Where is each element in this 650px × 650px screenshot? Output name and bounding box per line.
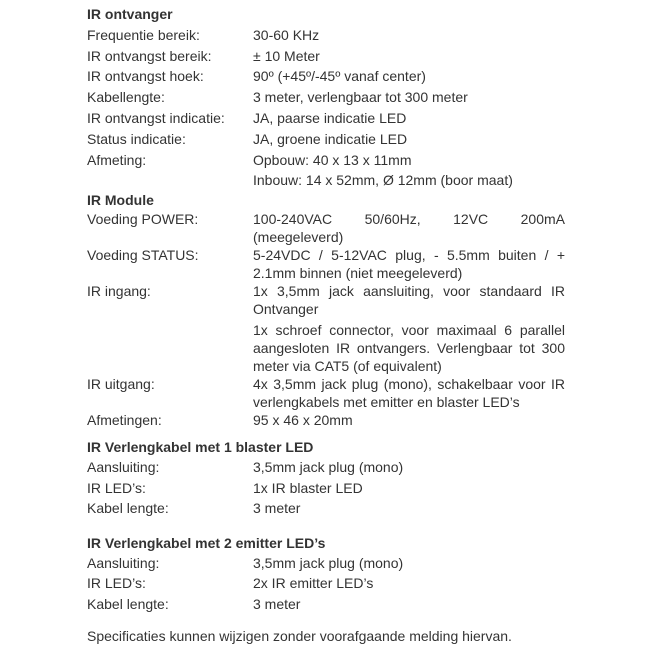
spec-value [253, 46, 565, 67]
row-voeding-power [87, 210, 570, 246]
section-title-verlengkabel-1-blaster: IR Verlengkabel met 1 blaster LED [87, 439, 314, 456]
disclaimer-note: Specificaties kunnen wijzigen zonder voorafgaande melding hiervan. [87, 628, 512, 645]
spec-value-text: 90º (+45º/-45º vanaf center) [253, 68, 426, 85]
row-ir-leds-emitter [87, 573, 570, 594]
spec-label: IR ontvangst hoek: [87, 68, 204, 85]
spec-label: Voeding STATUS: [87, 247, 199, 264]
row-voeding-status [87, 246, 570, 282]
row-ir-ingang [87, 282, 570, 375]
spec-value [253, 553, 565, 574]
spec-value-text: 95 x 46 x 20mm [253, 412, 353, 429]
spec-label: IR LED’s: [87, 479, 146, 496]
spec-value [253, 25, 565, 46]
section-ir-module [87, 191, 570, 429]
spec-value-text: 4x 3,5mm jack plug (mono), schakelbaar voor IR verlengkabels met emitter en blaster LED’s [253, 376, 565, 411]
spec-value [253, 457, 565, 478]
spec-label: Status indicatie: [87, 130, 186, 147]
spec-value [253, 594, 565, 615]
spec-value [253, 129, 565, 150]
spec-value [253, 246, 565, 282]
spec-label: IR LED’s: [87, 575, 146, 592]
section-title-ir-module: IR Module [87, 192, 154, 209]
spec-value [253, 66, 565, 87]
spec-value-text: 1x schroef connector, voor maximaal 6 parallel aangesloten IR ontvangers. Verlengbaar tot 300 meter via CAT5 (of equivalent) [253, 322, 565, 375]
spec-label: Aansluiting: [87, 554, 160, 571]
spec-value-text: 3 meter, verlengbaar tot 300 meter [253, 89, 468, 106]
row-ir-ontvangst-bereik [87, 46, 570, 67]
spec-value [253, 282, 565, 375]
spec-value-text: 1x 3,5mm jack aansluiting, voor standaard IR Ontvanger [253, 283, 565, 318]
spec-label: Afmeting: [87, 151, 147, 168]
spec-value-text: 2x IR emitter LED’s [253, 575, 374, 592]
spec-label: IR uitgang: [87, 376, 155, 393]
row-ir-ontvangst-indicatie [87, 108, 570, 129]
spec-value-text: 3 meter [253, 595, 301, 612]
spec-value-text: JA, paarse indicatie LED [253, 109, 407, 126]
spec-label: IR ontvangst indicatie: [87, 109, 225, 126]
spec-label: Kabellengte: [87, 89, 165, 106]
spec-label: IR ingang: [87, 283, 151, 300]
spec-label: Frequentie bereik: [87, 26, 200, 43]
spec-value [253, 375, 565, 411]
row-ir-ontvangst-hoek [87, 66, 570, 87]
row-kabellengte [87, 87, 570, 108]
section-title-verlengkabel-2-emitter: IR Verlengkabel met 2 emitter LED’s [87, 534, 326, 551]
spec-value-text: Opbouw: 40 x 13 x 11mm [253, 151, 412, 168]
section-title-ir-ontvanger: IR ontvanger [87, 6, 173, 22]
spec-label: Kabel lengte: [87, 500, 169, 517]
spec-label: Kabel lengte: [87, 595, 169, 612]
spec-value [253, 498, 565, 519]
spec-label: IR ontvangst bereik: [87, 47, 212, 64]
spec-value-text: 5-24VDC / 5-12VAC plug, - 5.5mm buiten / + 2.1mm binnen (niet meegeleverd) [253, 247, 565, 282]
row-afmetingen [87, 411, 570, 429]
row-kabel-lengte-emitter [87, 594, 570, 615]
section-verlengkabel-1-blaster [87, 437, 570, 519]
row-afmeting [87, 150, 570, 192]
row-ir-uitgang [87, 375, 570, 411]
spec-value-text: ± 10 Meter [253, 47, 320, 64]
spec-label: Afmetingen: [87, 412, 162, 429]
spec-value [253, 87, 565, 108]
spec-value-text: 3,5mm jack plug (mono) [253, 459, 404, 476]
row-ir-leds-blaster [87, 478, 570, 499]
spec-value-text: JA, groene indicatie LED [253, 130, 408, 147]
section-ir-ontvanger [87, 4, 570, 191]
row-status-indicatie [87, 129, 570, 150]
spec-value [253, 150, 565, 192]
row-kabel-lengte-blaster [87, 498, 570, 519]
spec-value [253, 210, 565, 246]
spec-value [253, 478, 565, 499]
spec-value-text: 30-60 KHz [253, 26, 320, 43]
spec-value [253, 108, 565, 129]
spec-value-text: Inbouw: 14 x 52mm, Ø 12mm (boor maat) [253, 172, 513, 189]
spec-value-text: 3 meter [253, 500, 301, 517]
spec-value [253, 573, 565, 594]
row-aansluiting-blaster [87, 457, 570, 478]
spec-label: Voeding POWER: [87, 211, 199, 228]
row-frequentie-bereik [87, 25, 570, 46]
spec-value-text: 1x IR blaster LED [253, 479, 363, 496]
spec-value-text: 3,5mm jack plug (mono) [253, 554, 404, 571]
spec-label: Aansluiting: [87, 459, 160, 476]
spec-content [87, 4, 570, 646]
section-verlengkabel-2-emitter [87, 533, 570, 615]
spec-value [253, 411, 565, 429]
row-aansluiting-emitter [87, 553, 570, 574]
spec-value-text: 100-240VAC 50/60Hz, 12VC 200mA (meegeleverd) [253, 211, 565, 246]
